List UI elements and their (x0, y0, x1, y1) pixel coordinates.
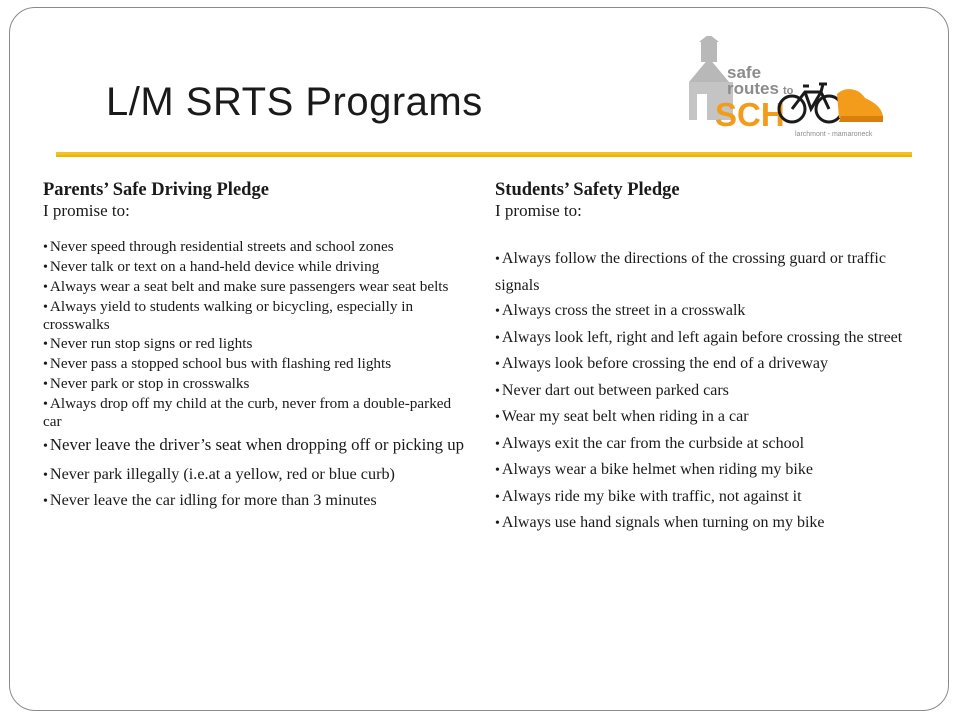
list-item: • Never leave the car idling for more than 3 minutes (43, 491, 377, 509)
list-item: • Always cross the street in a crosswalk (495, 302, 746, 319)
bullet-icon: • (495, 304, 500, 319)
list-item: • Never park illegally (i.e.at a yellow, red or blue curb) (43, 465, 395, 483)
bullet-icon: • (43, 357, 48, 372)
list-item: • Always use hand signals when turning on my bike (495, 514, 825, 531)
bullet-icon: • (43, 494, 48, 509)
list-item: • Always wear a seat belt and make sure passengers wear seat belts (43, 278, 449, 295)
students-pledge-heading: Students’ Safety Pledge (495, 180, 680, 200)
students-pledge-intro: I promise to: (495, 201, 582, 220)
logo-text-routes: routes (727, 79, 779, 98)
parents-pledge-list (43, 238, 468, 511)
parents-pledge-column (43, 179, 468, 513)
bullet-icon: • (495, 463, 500, 478)
schoolhouse-bell-tower (701, 40, 717, 62)
bullet-icon: • (43, 280, 48, 295)
bullet-icon: • (43, 439, 48, 454)
title-underline (56, 152, 912, 157)
bullet-icon: • (495, 357, 500, 372)
slide-title: L/M SRTS Programs (106, 80, 483, 124)
bullet-icon: • (43, 397, 48, 412)
list-item: • Always ride my bike with traffic, not against it (495, 487, 802, 505)
list-item: • Never speed through residential streets and school zones (43, 238, 394, 255)
list-item: • Wear my seat belt when riding in a car (495, 408, 749, 425)
logo-text-school: SCH (715, 96, 785, 133)
list-item: • Never talk or text on a hand-held device while driving (43, 258, 380, 275)
students-pledge-column (495, 179, 915, 537)
bullet-icon: • (43, 300, 48, 315)
bullet-icon: • (43, 337, 48, 352)
list-item: • Never dart out between parked cars (495, 381, 729, 399)
logo-tagline: larchmont - mamaroneck (795, 131, 873, 138)
bullet-icon: • (495, 252, 500, 267)
list-item: • Never pass a stopped school bus with flashing red lights (43, 355, 392, 372)
bullet-icon: • (43, 468, 48, 483)
parents-pledge-heading: Parents’ Safe Driving Pledge (43, 180, 269, 200)
list-item: • Always drop off my child at the curb, never from a double-parked car (43, 395, 452, 430)
bullet-icon: • (43, 240, 48, 255)
list-item: • Never leave the driver’s seat when dropping off or picking up (43, 435, 465, 454)
list-item: • Never park or stop in crosswalks (43, 375, 250, 392)
list-item: • Never run stop signs or red lights (43, 335, 253, 352)
bullet-icon: • (43, 260, 48, 275)
bullet-icon: • (495, 330, 500, 346)
list-item: • Always yield to students walking or bicycling, especially in crosswalks (43, 298, 414, 333)
parents-pledge-intro: I promise to: (43, 201, 130, 220)
list-item: • Always wear a bike helmet when riding my bike (495, 461, 813, 478)
logo-text-safe: safe (727, 63, 762, 82)
bullet-icon: • (495, 383, 500, 399)
bullet-icon: • (495, 516, 500, 531)
students-pledge-list (495, 246, 915, 537)
list-item: • Always look before crossing the end of a driveway (495, 355, 829, 372)
bullet-icon: • (495, 489, 500, 505)
list-item: • Always exit the car from the curbside at school (495, 434, 805, 452)
bullet-icon: • (495, 410, 500, 425)
bullet-icon: • (43, 377, 48, 392)
logo-text-to: to (783, 85, 794, 97)
list-item: • Always follow the directions of the crossing guard or traffic signals (495, 250, 886, 294)
sneaker-icon (837, 89, 883, 118)
safe-routes-to-school-logo (675, 36, 915, 142)
bullet-icon: • (495, 436, 500, 452)
list-item: • Always look left, right and left again before crossing the street (495, 328, 903, 346)
